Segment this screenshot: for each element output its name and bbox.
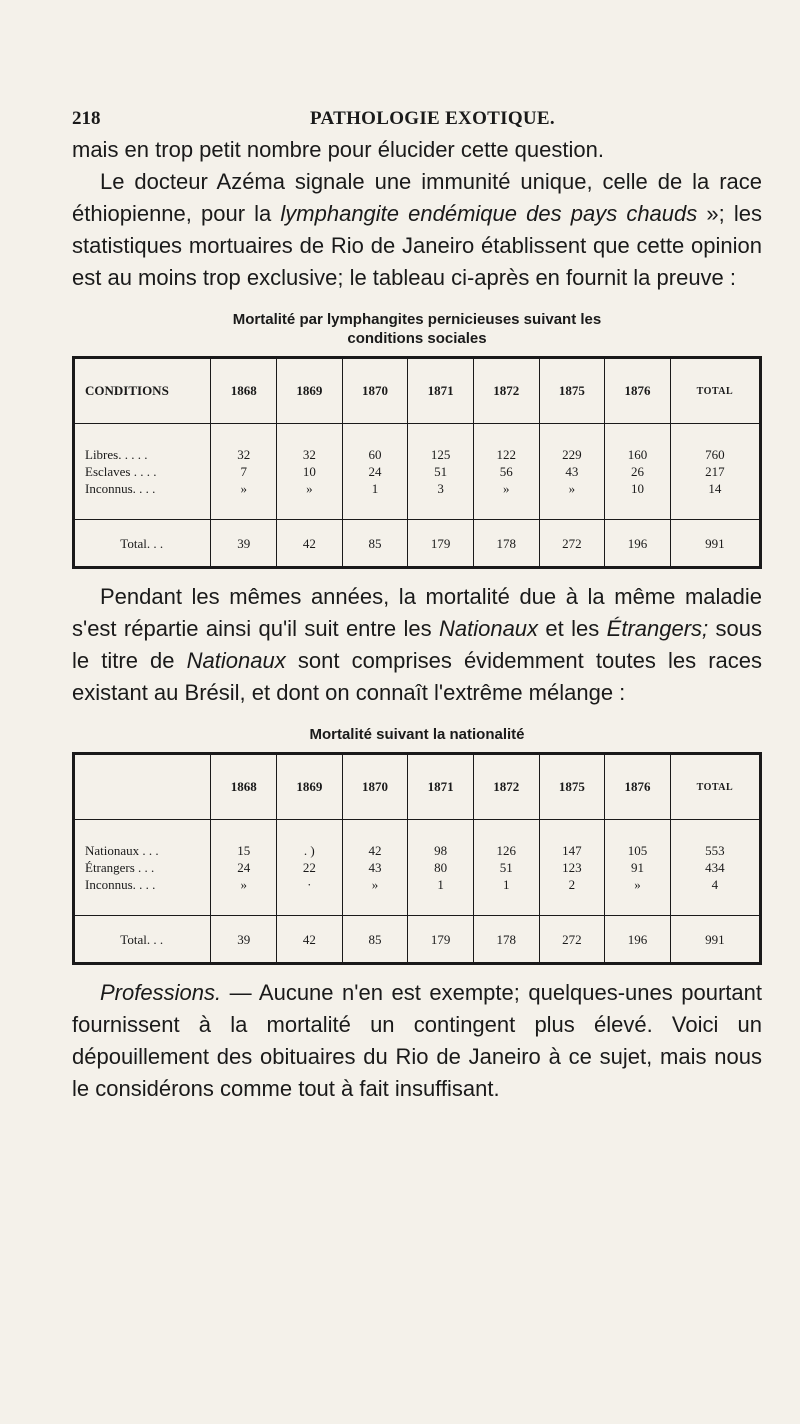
text-fragment: »; les statistiques mortuaires de Rio de Janeiro établissent que cette opinion est au moins trop exclusive; le tableau ci-après en fournit la preuve : [72, 201, 762, 290]
emphasis-lymphangite: lymphangite endémique des pays chauds [280, 201, 698, 226]
table-cell: 26 [605, 463, 671, 480]
table-nationalite [72, 752, 762, 965]
table-cell: 85 [342, 520, 408, 568]
text-fragment: Pendant les mêmes années, la mortalité due à la même maladie s'est répartie ainsi qu'il suit entre les [72, 584, 762, 641]
table-cell: 196 [605, 520, 671, 568]
text-fragment: — Aucune n'en est exempte; quelques-unes pourtant fournissent à la mortalité un contingent plus élevé. Voici un dépouillement des obituaires du Rio de Janeiro à ce sujet, mais nous le considérons comme tout à fait insuffisant. [72, 980, 762, 1101]
table-cell: Esclaves . . . . [85, 464, 157, 479]
text-fragment: Le docteur Azéma signale une immunité unique, celle de la race éthiopienne, pour la [72, 169, 762, 226]
table-cell: Étrangers . . . [85, 860, 155, 875]
table-cell: 43 [539, 463, 605, 480]
table-cell: 553 [670, 820, 760, 860]
table-cell: 80 [408, 859, 474, 876]
table-cell: 24 [211, 859, 277, 876]
table-cell: 22 [277, 859, 343, 876]
table-cell: 10 [277, 463, 343, 480]
table-cell: 14 [670, 480, 760, 520]
paragraph-nationalite [72, 581, 762, 709]
table-header-row [74, 754, 761, 820]
table-cell: Total. . . [74, 520, 211, 568]
table-cell: 4 [670, 876, 760, 916]
column-header: 1868 [211, 358, 277, 424]
table-cell: 229 [539, 424, 605, 464]
table-cell: 991 [670, 520, 760, 568]
table-row [74, 424, 761, 464]
table-cell: 178 [473, 520, 539, 568]
table-cell: 24 [342, 463, 408, 480]
table-cell: 760 [670, 424, 760, 464]
column-header: 1869 [277, 358, 343, 424]
column-header: 1871 [408, 754, 474, 820]
column-header: 1872 [473, 754, 539, 820]
running-title: PATHOLOGIE EXOTIQUE. [310, 108, 555, 129]
table-cell: » [277, 480, 343, 520]
table-cell: · [277, 876, 343, 916]
table-cell: 196 [605, 916, 671, 964]
paragraph-azema [72, 166, 762, 294]
table-row [74, 463, 761, 480]
table-cell: 10 [605, 480, 671, 520]
table-cell: 51 [473, 859, 539, 876]
table-cell: 178 [473, 916, 539, 964]
table-cell: » [605, 876, 671, 916]
table-cell: 85 [342, 916, 408, 964]
table-cell: » [211, 480, 277, 520]
book-page [72, 100, 762, 1105]
emphasis-etrangers: Étrangers; [606, 616, 709, 641]
table2-caption: Mortalité suivant la nationalité [309, 726, 525, 743]
column-header: 1876 [605, 754, 671, 820]
emphasis-nationaux-2: Nationaux [186, 648, 286, 673]
table-header-row [74, 358, 761, 424]
table-total-row [74, 520, 761, 568]
table-cell: 217 [670, 463, 760, 480]
table1-caption [72, 310, 762, 348]
table-cell: 1 [408, 876, 474, 916]
column-header: 1869 [277, 754, 343, 820]
table-cell: 126 [473, 820, 539, 860]
table-row [74, 859, 761, 876]
table-cell: 91 [605, 859, 671, 876]
table-cell: 60 [342, 424, 408, 464]
table-cell: 2 [539, 876, 605, 916]
table-cell: » [342, 876, 408, 916]
table-cell: Nationaux . . . [85, 843, 159, 858]
table-cell: 7 [211, 463, 277, 480]
table-cell: 15 [211, 820, 277, 860]
column-header: 1875 [539, 358, 605, 424]
table-row [74, 876, 761, 916]
table-cell: Inconnus. . . . [85, 877, 156, 892]
table-cell: 39 [211, 520, 277, 568]
table-cell: » [473, 480, 539, 520]
text-fragment: sont comprises évidemment toutes les races existant au Brésil, et dont on connaît l'extrême mélange : [72, 648, 763, 705]
table-cell: 51 [408, 463, 474, 480]
table-cell: 179 [408, 916, 474, 964]
column-header: 1870 [342, 754, 408, 820]
table-cell: 122 [473, 424, 539, 464]
table-cell: 3 [408, 480, 474, 520]
table-cell: 56 [473, 463, 539, 480]
table-cell: Total. . . [74, 916, 211, 964]
page-header [72, 100, 762, 134]
table-cell: 272 [539, 916, 605, 964]
spacer [72, 965, 762, 977]
emphasis-nationaux: Nationaux [438, 616, 539, 641]
column-header: 1871 [408, 358, 474, 424]
table-cell: 179 [408, 520, 474, 568]
table-cell: Libres. . . . . [85, 447, 148, 462]
table-conditions-sociales [72, 356, 762, 569]
paragraph-professions [72, 977, 762, 1105]
table-row [74, 820, 761, 860]
table-cell: 125 [408, 424, 474, 464]
table-cell: Inconnus. . . . [85, 481, 156, 496]
table-cell: . ) [277, 820, 343, 860]
table-cell: 32 [211, 424, 277, 464]
table1-caption-line1: Mortalité par lymphangites pernicieuses suivant les [232, 311, 602, 328]
table-cell: » [539, 480, 605, 520]
table-cell: 1 [342, 480, 408, 520]
column-header: TOTAL [670, 358, 760, 424]
table-total-row [74, 916, 761, 964]
emphasis-professions: Professions. [100, 980, 222, 1005]
column-header: 1876 [605, 358, 671, 424]
spacer [72, 569, 762, 581]
page-number: 218 [72, 108, 101, 129]
table-row [74, 480, 761, 520]
table-cell: 32 [277, 424, 343, 464]
table-cell: 272 [539, 520, 605, 568]
column-header: 1870 [342, 358, 408, 424]
table-cell: 160 [605, 424, 671, 464]
table-cell: 98 [408, 820, 474, 860]
column-header: 1868 [211, 754, 277, 820]
column-header: CONDITIONS [74, 358, 211, 424]
table-cell: 105 [605, 820, 671, 860]
column-header: 1872 [473, 358, 539, 424]
table-cell: 123 [539, 859, 605, 876]
table-cell: » [211, 876, 277, 916]
table-cell: 42 [342, 820, 408, 860]
table-cell: 1 [473, 876, 539, 916]
table-cell: 43 [342, 859, 408, 876]
column-header: 1875 [539, 754, 605, 820]
table-cell: 42 [277, 916, 343, 964]
table-cell: 39 [211, 916, 277, 964]
paragraph-intro: mais en trop petit nombre pour élucider cette question. [72, 137, 604, 162]
table-cell: 147 [539, 820, 605, 860]
text-fragment: et les [538, 616, 607, 641]
table1-caption-line2: conditions sociales [347, 330, 487, 347]
table-cell: 991 [670, 916, 760, 964]
column-header [74, 754, 211, 820]
table-cell: 42 [277, 520, 343, 568]
text-fragment: sous le titre de [72, 616, 763, 673]
table-cell: 434 [670, 859, 760, 876]
column-header: TOTAL [670, 754, 760, 820]
